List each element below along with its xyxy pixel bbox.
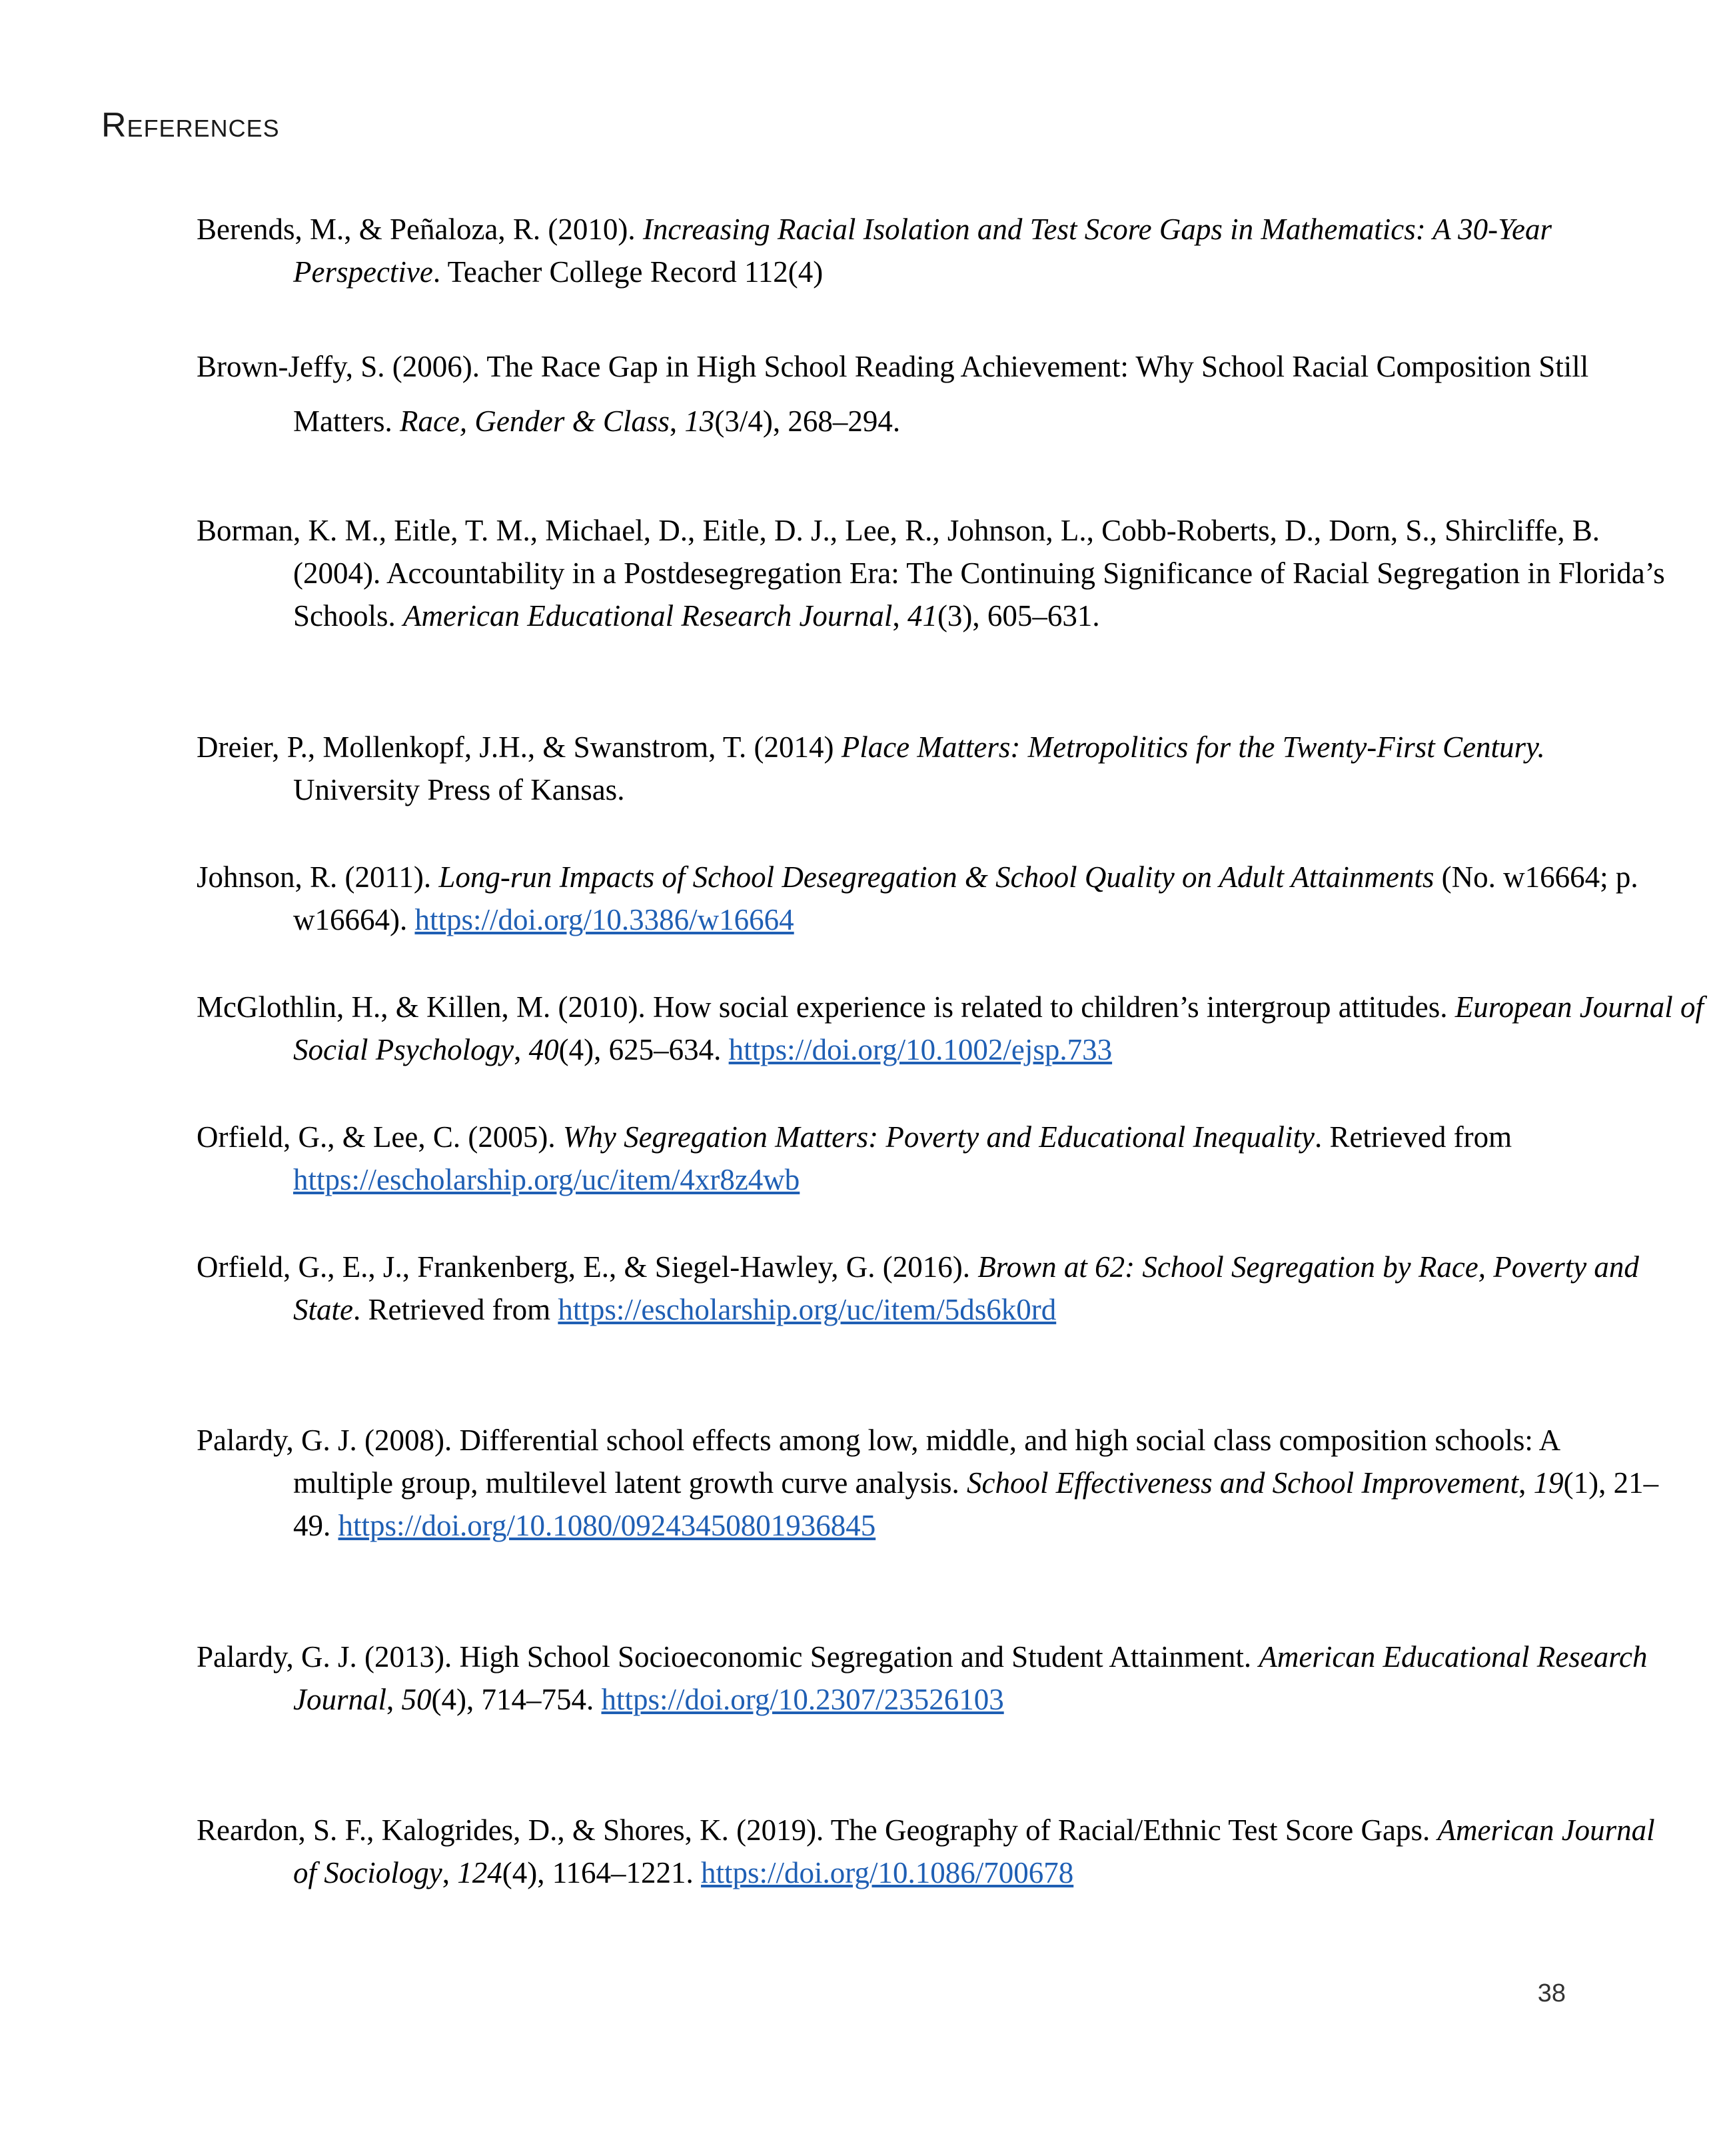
reference-volume: 41 — [907, 599, 937, 632]
reference-text: University Press of Kansas. — [293, 773, 625, 806]
reference-text: , — [514, 1033, 529, 1066]
reference-doi-link[interactable]: https://doi.org/10.2307/23526103 — [601, 1683, 1004, 1716]
page-number: 38 — [1537, 1979, 1566, 2007]
reference-journal: Race, Gender & Class — [399, 405, 670, 438]
reference-text: Berends, M., & Peñaloza, R. (2010). — [197, 213, 643, 246]
reference-text: . Retrieved from — [1314, 1120, 1512, 1154]
reference-journal: American Educational Research Journal — [403, 599, 893, 632]
reference-text: Johnson, R. (2011). — [197, 860, 439, 894]
reference-johnson-2011 — [197, 856, 1666, 941]
reference-text: (3/4), 268–294. — [714, 405, 901, 438]
reference-doi-link[interactable]: https://doi.org/10.3386/w16664 — [414, 903, 794, 936]
reference-journal: American Journal of Sociology — [293, 1813, 1655, 1889]
reference-title: Long-run Impacts of School Desegregation & School Quality on Adult Attainments — [438, 860, 1434, 894]
reference-text: Borman, K. M., Eitle, T. M., Michael, D., Eitle, D. J., Lee, R., Johnson, L., Cobb-Roberts, D., Dorn, S., Shircliffe, B. (2004). Accountability in a Postdesegregation Era: The Continuing Significance of Racial Segregation in Florida’s Schools. — [197, 514, 1665, 632]
reference-doi-link[interactable]: https://doi.org/10.1080/09243450801936845 — [338, 1509, 876, 1542]
reference-url-link[interactable]: https://escholarship.org/uc/item/5ds6k0rd — [558, 1293, 1057, 1326]
reference-text: (4), 625–634. — [558, 1033, 729, 1066]
reference-text: , — [892, 599, 907, 632]
reference-reardon-2019 — [197, 1809, 1666, 1894]
reference-journal: European Journal of Social Psychology — [293, 990, 1704, 1066]
reference-text: Brown-Jeffy, S. (2006). The Race Gap in High School Reading Achievement: Why School Racial Composition Still Matters. — [197, 350, 1589, 438]
reference-brown-jeffy-2006 — [197, 339, 1666, 449]
reference-palardy-2013 — [197, 1635, 1666, 1721]
reference-text: Palardy, G. J. (2008). Differential school effects among low, middle, and high social class composition schools: A multiple group, multilevel latent growth curve analysis. — [197, 1424, 1559, 1500]
reference-journal: School Effectiveness and School Improvement — [967, 1466, 1519, 1500]
reference-title: Why Segregation Matters: Poverty and Educational Inequality — [562, 1120, 1315, 1154]
reference-volume: 50 — [401, 1683, 432, 1716]
reference-text: Orfield, G., & Lee, C. (2005). — [197, 1120, 563, 1154]
reference-mcglothlin-2010 — [197, 986, 1719, 1071]
reference-text: McGlothlin, H., & Killen, M. (2010). How social experience is related to children’s intergroup attitudes. — [197, 990, 1455, 1024]
reference-volume: 13 — [684, 405, 715, 438]
reference-text: . Retrieved from — [352, 1293, 558, 1326]
reference-dreier-2014 — [197, 726, 1666, 811]
reference-doi-link[interactable]: https://doi.org/10.1002/ejsp.733 — [728, 1033, 1113, 1066]
reference-text: , — [442, 1856, 458, 1889]
reference-text: , — [386, 1683, 402, 1716]
reference-title: Brown at 62: School Segregation by Race, Poverty and State — [293, 1250, 1639, 1326]
reference-text: (No. w16664; p. w16664). — [293, 860, 1638, 936]
reference-volume: 124 — [457, 1856, 502, 1889]
reference-text: Dreier, P., Mollenkopf, J.H., & Swanstrom, T. (2014) — [197, 730, 842, 764]
reference-text: . Teacher College Record 112(4) — [432, 255, 824, 289]
reference-orfield-2016 — [197, 1246, 1666, 1331]
reference-doi-link[interactable]: https://doi.org/10.1086/700678 — [701, 1856, 1074, 1889]
reference-text: (1), 21–49. — [293, 1466, 1659, 1542]
reference-orfield-lee-2005 — [197, 1116, 1666, 1201]
reference-text: (4), 714–754. — [431, 1683, 602, 1716]
reference-journal: American Educational Research Journal — [293, 1640, 1648, 1716]
reference-title: Place Matters: Metropolitics for the Twenty-First Century. — [841, 730, 1545, 764]
reference-text: , — [669, 405, 685, 438]
reference-volume: 40 — [528, 1033, 559, 1066]
reference-volume: 19 — [1533, 1466, 1564, 1500]
reference-borman-2004 — [197, 509, 1666, 637]
reference-text: Orfield, G., E., J., Frankenberg, E., & Siegel-Hawley, G. (2016). — [197, 1250, 978, 1284]
reference-text: (4), 1164–1221. — [502, 1856, 702, 1889]
reference-text: Reardon, S. F., Kalogrides, D., & Shores, K. (2019). The Geography of Racial/Ethnic Test Score Gaps. — [197, 1813, 1438, 1847]
reference-title: Increasing Racial Isolation and Test Score Gaps in Mathematics: A 30-Year Perspective — [293, 213, 1552, 289]
reference-text: , — [1518, 1466, 1534, 1500]
reference-berends-2010 — [197, 208, 1666, 293]
reference-url-link[interactable]: https://escholarship.org/uc/item/4xr8z4wb — [293, 1163, 800, 1196]
references-heading: References — [101, 106, 280, 145]
reference-text: (3), 605–631. — [937, 599, 1100, 632]
reference-text: Palardy, G. J. (2013). High School Socioeconomic Segregation and Student Attainment. — [197, 1640, 1259, 1673]
reference-palardy-2008 — [197, 1419, 1666, 1547]
